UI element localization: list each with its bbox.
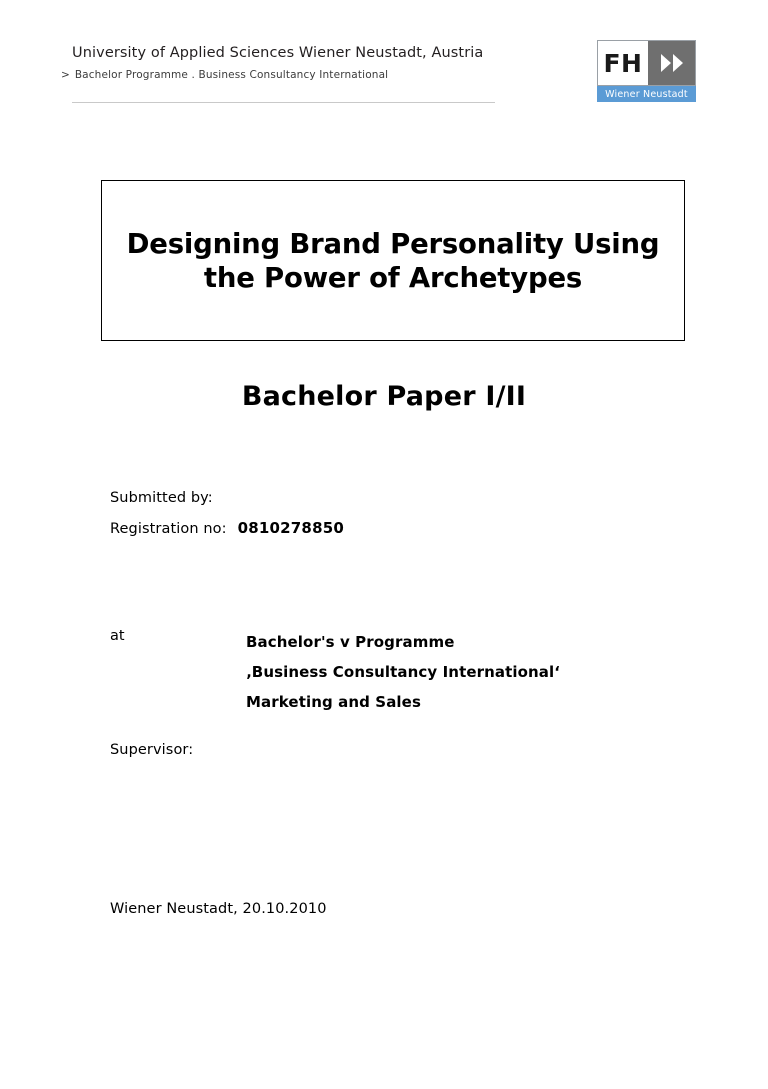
arrow-icon: [661, 54, 671, 72]
logo-location-label: Wiener Neustadt: [597, 86, 696, 102]
programme-line-2: ‚Business Consultancy International‘: [246, 663, 561, 681]
paper-type: Bachelor Paper I/II: [241, 381, 527, 412]
programme-subtitle: Bachelor Programme . Business Consultancy International: [74, 69, 389, 81]
double-arrow-icon: [648, 41, 695, 85]
university-name: University of Applied Sciences Wiener Neustadt, Austria: [72, 45, 484, 61]
place-and-date: Wiener Neustadt, 20.10.2010: [110, 901, 327, 917]
logo-main-block: [597, 40, 696, 86]
logo-fh-text: FH: [603, 48, 643, 78]
programme-line-1: Bachelor's v Programme: [246, 633, 455, 651]
programme-details: [246, 627, 560, 717]
programme-row: [61, 69, 502, 81]
header-text-block: [61, 44, 502, 81]
programme-line-3: Marketing and Sales: [246, 693, 421, 711]
registration-label: Registration no:: [110, 521, 227, 537]
title-box: [101, 180, 685, 341]
registration-row: [110, 519, 344, 537]
registration-number: 0810278850: [237, 519, 344, 537]
header-divider: [72, 102, 495, 103]
submitted-by-label: Submitted by:: [110, 490, 213, 506]
supervisor-label: Supervisor:: [110, 742, 194, 758]
arrow-icon: [673, 54, 683, 72]
chevron-right-icon: >: [61, 69, 70, 81]
fh-logo: [597, 40, 696, 102]
at-label: at: [110, 628, 125, 644]
document-title: Designing Brand Personality Using the Power of Archetypes: [126, 227, 660, 294]
